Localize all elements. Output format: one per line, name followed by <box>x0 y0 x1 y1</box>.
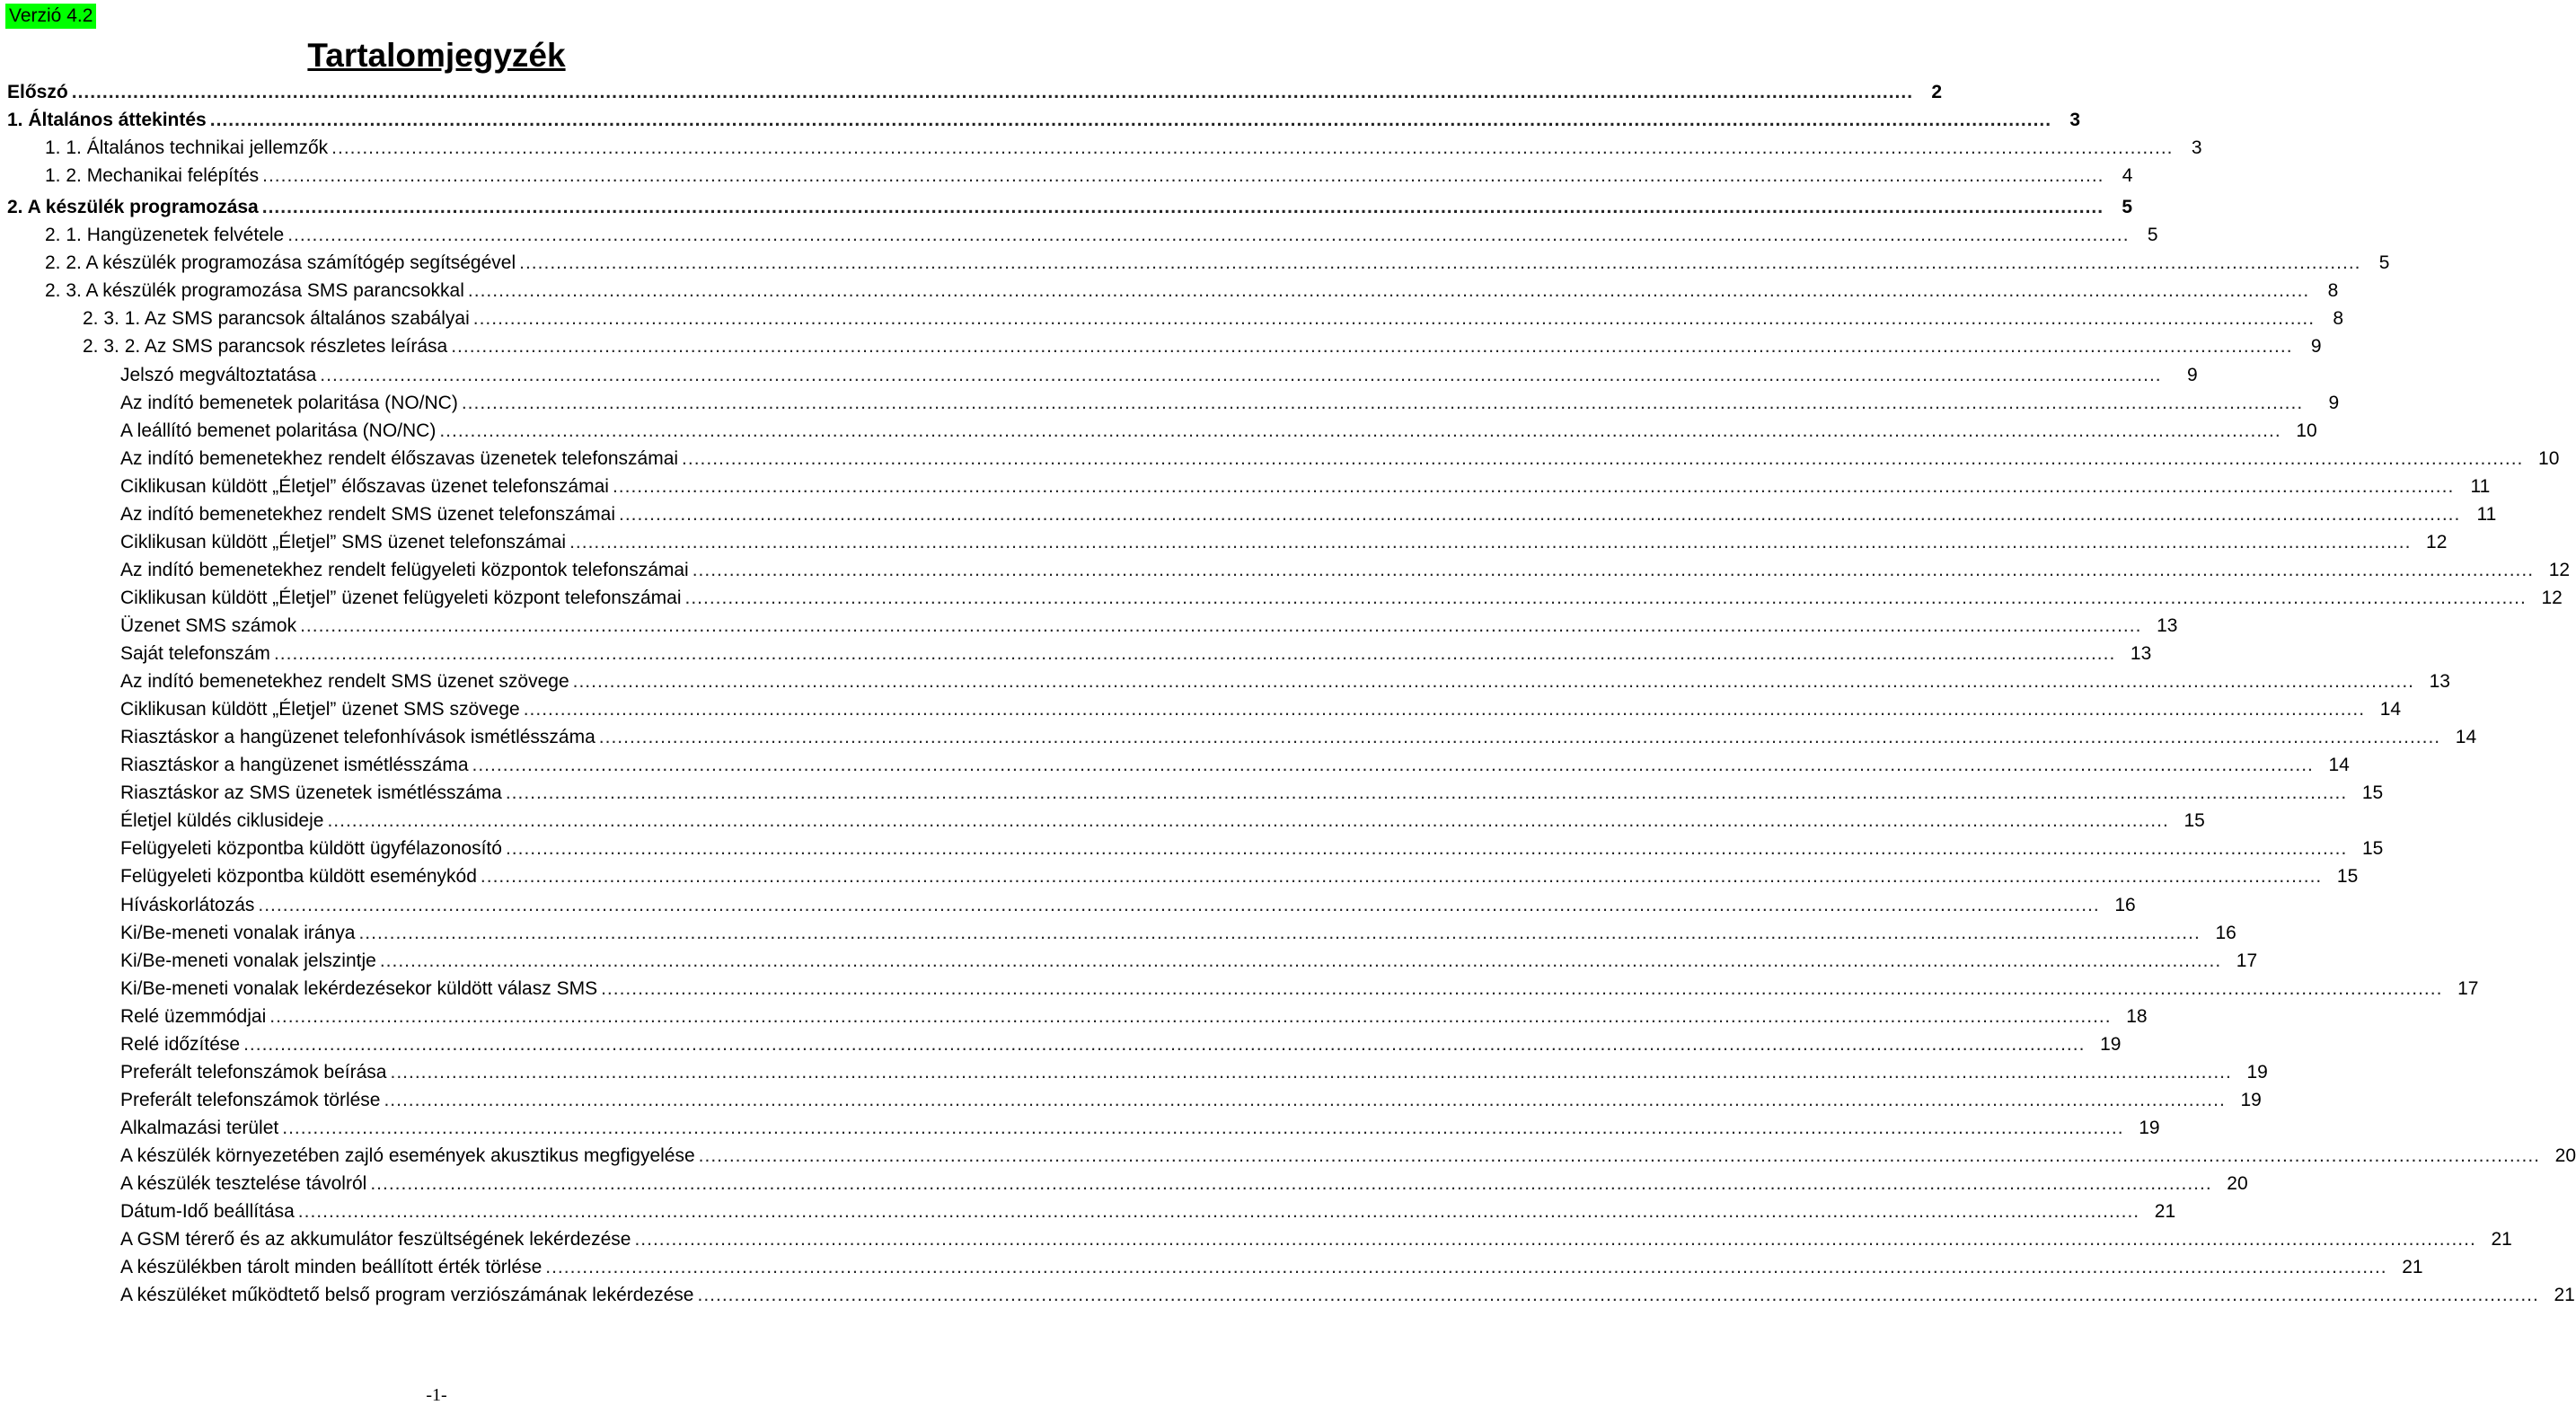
toc-entry-title: 1. 2. Mechanikai felépítés <box>45 165 260 187</box>
toc-entry-title: Ciklikusan küldött „Életjel” üzenet SMS szövege <box>120 699 520 720</box>
page-title: Tartalomjegyzék <box>307 37 566 74</box>
toc-entry-page: 12 <box>2548 559 2571 580</box>
toc-entry[interactable] <box>45 162 2133 190</box>
toc-entry-title: Relé üzemmódjai <box>120 1005 267 1027</box>
toc-entry[interactable] <box>120 1114 2160 1142</box>
toc-entry-title: Relé időzítése <box>120 1033 241 1055</box>
toc-entry[interactable] <box>120 723 2477 751</box>
toc-entry-page: 14 <box>2455 727 2477 748</box>
toc-entry[interactable] <box>120 667 2450 695</box>
toc-leader-dots: ............................................................................................................................................................................................................................................................................................................ <box>358 922 2201 943</box>
toc-leader-dots: ............................................................................................................................................................................................................................................................................................................ <box>682 447 2524 469</box>
toc-entry-page: 21 <box>2554 1285 2575 1306</box>
toc-entry-page: 11 <box>2476 503 2497 525</box>
toc-entry-title: Ki/Be-meneti vonalak lekérdezésekor küldött válasz SMS <box>120 977 598 999</box>
toc-entry-page: 14 <box>2379 699 2402 720</box>
toc-leader-dots: ............................................................................................................................................................................................................................................................................................................ <box>320 364 2162 385</box>
toc-entry-page: 19 <box>2100 1033 2122 1055</box>
toc-entry[interactable] <box>7 277 2339 305</box>
toc-entry-title: Előszó <box>7 82 68 102</box>
toc-entry-title: Saját telefonszám <box>120 643 270 664</box>
toc-entry-page: 17 <box>2457 977 2479 999</box>
toc-entry-title: Az indító bemenetek polaritása (NO/NC) <box>120 392 458 413</box>
toc-entry-title: Ciklikusan küldött „Életjel” élőszavas üzenet telefonszámai <box>120 475 609 497</box>
toc-leader-dots: ............................................................................................................................................................................................................................................................................................................ <box>243 1033 2086 1055</box>
toc-entry[interactable] <box>7 249 2390 277</box>
toc-entry-title: A leállító bemenet polaritása (NO/NC) <box>120 420 437 441</box>
toc-entry-page: 5 <box>2147 225 2158 246</box>
toc-entry-page: 5 <box>2122 197 2133 218</box>
toc-leader-dots: ............................................................................................................................................................................................................................................................................................................ <box>287 225 2130 246</box>
toc-entry-title: A készülékben tárolt minden beállított érték törlése <box>120 1257 543 1278</box>
toc-leader-dots: ............................................................................................................................................................................................................................................................................................................ <box>684 587 2527 608</box>
toc-entry-title: Dátum-Idő beállítása <box>120 1201 295 1222</box>
toc-entry[interactable] <box>120 1170 2248 1197</box>
toc-entry-title: 2. 3. 2. Az SMS parancsok részletes leírása <box>83 336 448 358</box>
toc-entry-page: 19 <box>2246 1061 2268 1083</box>
toc-entry[interactable] <box>120 891 2136 919</box>
toc-leader-dots: ............................................................................................................................................................................................................................................................................................................ <box>327 810 2169 832</box>
toc-leader-dots: ............................................................................................................................................................................................................................................................................................................ <box>523 699 2366 720</box>
toc-entry[interactable] <box>45 134 2202 162</box>
toc-entry-title: 2. 3. A készülék programozása SMS parancsokkal <box>45 280 464 302</box>
toc-entry[interactable] <box>83 305 2344 332</box>
toc-leader-dots: ............................................................................................................................................................................................................................................................................................................ <box>569 531 2412 552</box>
toc-entry[interactable] <box>120 1225 2512 1253</box>
toc-entry[interactable] <box>83 332 2322 360</box>
toc-leader-dots: ............................................................................................................................................................................................................................................................................................................ <box>269 1005 2112 1027</box>
version-label: Verzió 4.2 <box>5 4 96 29</box>
toc-entry-page: 8 <box>2327 280 2339 302</box>
toc-leader-dots: ............................................................................................................................................................................................................................................................................................................ <box>612 475 2455 497</box>
toc-entry-title: Az indító bemenetekhez rendelt élőszavas üzenetek telefonszámai <box>120 447 679 469</box>
toc-leader-dots: ............................................................................................................................................................................................................................................................................................................ <box>697 1285 2539 1306</box>
toc-leader-dots: ............................................................................................................................................................................................................................................................................................................ <box>467 280 2310 302</box>
toc-entry-page: 21 <box>2154 1201 2176 1222</box>
toc-entry-page: 13 <box>2130 643 2152 664</box>
toc-entry[interactable] <box>120 1086 2262 1114</box>
toc-entry[interactable] <box>120 751 2350 779</box>
toc-leader-dots: ............................................................................................................................................................................................................................................................................................................ <box>282 1117 2124 1138</box>
toc-entry[interactable] <box>120 528 2448 556</box>
toc-entry[interactable] <box>120 584 2563 612</box>
toc-entry[interactable] <box>120 1142 2576 1170</box>
toc-entry-title: 2. A készülék programozása <box>7 197 259 218</box>
toc-entry-title: Preferált telefonszámok törlése <box>120 1089 381 1110</box>
toc-entry-page: 21 <box>2491 1229 2512 1250</box>
toc-entry-title: Jelszó megváltoztatása <box>120 364 317 385</box>
toc-leader-dots: ............................................................................................................................................................................................................................................................................................................ <box>209 110 2052 131</box>
toc-leader-dots: ............................................................................................................................................................................................................................................................................................................ <box>370 1173 2212 1194</box>
toc-entry[interactable] <box>120 556 2571 584</box>
toc-leader-dots: ............................................................................................................................................................................................................................................................................................................ <box>698 1144 2541 1166</box>
toc-entry-title: Híváskorlátozás <box>120 894 255 915</box>
toc-entry-page: 14 <box>2328 755 2350 776</box>
toc-entry[interactable] <box>7 106 2081 134</box>
toc-entry[interactable] <box>120 862 2359 890</box>
toc-entry-title: Riasztáskor a hangüzenet ismétlésszáma <box>120 755 469 776</box>
toc-leader-dots: ............................................................................................................................................................................................................................................................................................................ <box>261 197 2104 218</box>
toc-entry-title: A készüléket működtető belső program verziószámának lekérdezése <box>120 1285 694 1306</box>
toc-entry-title: Riasztáskor a hangüzenet telefonhívások ismétlésszáma <box>120 727 595 748</box>
toc-leader-dots: ............................................................................................................................................................................................................................................................................................................ <box>390 1061 2232 1083</box>
toc-leader-dots: ............................................................................................................................................................................................................................................................................................................ <box>297 1201 2140 1222</box>
toc-entry-title: Felügyeleti központba küldött ügyfélazonosító <box>120 838 502 860</box>
toc-leader-dots: ............................................................................................................................................................................................................................................................................................................ <box>384 1089 2226 1110</box>
toc-entry[interactable] <box>120 807 2205 835</box>
toc-leader-dots: ............................................................................................................................................................................................................................................................................................................ <box>71 82 1914 102</box>
toc-entry-page: 16 <box>2215 922 2236 943</box>
toc-entry-page: 20 <box>2554 1144 2576 1166</box>
toc-entry[interactable] <box>120 1030 2122 1058</box>
toc-entry-page: 10 <box>2296 420 2317 441</box>
toc-leader-dots: ............................................................................................................................................................................................................................................................................................................ <box>519 252 2361 274</box>
toc-entry[interactable] <box>120 473 2491 500</box>
toc-leader-dots: ............................................................................................................................................................................................................................................................................................................ <box>545 1257 2387 1278</box>
toc-entry[interactable] <box>120 1003 2148 1030</box>
toc-entry-page: 13 <box>2429 671 2450 693</box>
toc-entry-title: A GSM térerő és az akkumulátor feszültségének lekérdezése <box>120 1229 631 1250</box>
toc-entry[interactable] <box>120 1197 2176 1225</box>
toc-entry-page: 13 <box>2157 615 2178 636</box>
toc-entry[interactable] <box>7 221 2158 249</box>
toc-leader-dots: ............................................................................................................................................................................................................................................................................................................ <box>601 977 2443 999</box>
toc-entry-page: 15 <box>2336 866 2359 888</box>
toc-entry-page: 18 <box>2126 1005 2148 1027</box>
toc-entry-title: A készülék környezetében zajló események akusztikus megfigyelése <box>120 1144 695 1166</box>
toc-leader-dots: ............................................................................................................................................................................................................................................................................................................ <box>258 894 2100 915</box>
toc-leader-dots: ............................................................................................................................................................................................................................................................................................................ <box>692 559 2535 580</box>
toc-leader-dots: ............................................................................................................................................................................................................................................................................................................ <box>505 782 2348 804</box>
toc-entry[interactable] <box>120 1253 2423 1281</box>
toc-leader-dots: ............................................................................................................................................................................................................................................................................................................ <box>472 755 2314 776</box>
toc-leader-dots: ............................................................................................................................................................................................................................................................................................................ <box>451 336 2293 358</box>
toc-entry-page: 16 <box>2114 894 2136 915</box>
toc-entry[interactable] <box>120 779 2384 807</box>
toc-entry-page: 19 <box>2240 1089 2262 1110</box>
toc-entry-title: Az indító bemenetekhez rendelt SMS üzenet telefonszámai <box>120 503 615 525</box>
toc-entry-page: 15 <box>2361 782 2384 804</box>
toc-entry[interactable] <box>120 417 2317 445</box>
toc-leader-dots: ............................................................................................................................................................................................................................................................................................................ <box>472 308 2316 330</box>
toc-entry-title: 2. 3. 1. Az SMS parancsok általános szabályai <box>83 308 470 330</box>
toc-entry-page: 21 <box>2402 1257 2423 1278</box>
toc-entry-title: Felügyeleti központba küldött eseménykód <box>120 866 477 888</box>
toc-entry-page: 4 <box>2122 165 2133 187</box>
toc-entry[interactable] <box>120 612 2178 640</box>
toc-entry[interactable] <box>120 500 2497 528</box>
toc-entry[interactable] <box>7 78 1943 106</box>
toc-entry-page: 2 <box>1931 82 1943 102</box>
toc-entry-page: 12 <box>2426 531 2448 552</box>
toc-entry[interactable] <box>120 640 2152 667</box>
toc-entry[interactable] <box>120 445 2560 473</box>
toc-entry-page: 3 <box>2191 137 2202 159</box>
toc-entry-page: 19 <box>2139 1117 2160 1138</box>
toc-entry-page: 12 <box>2541 587 2563 608</box>
toc-entry-page: 3 <box>2069 110 2081 131</box>
toc-entry-title: Ciklikusan küldött „Életjel” üzenet felügyeleti központ telefonszámai <box>120 587 682 608</box>
toc-entry-title: 2. 1. Hangüzenetek felvétele <box>45 225 285 246</box>
toc-entry[interactable] <box>120 389 2340 417</box>
page-number: -1- <box>426 1385 447 1405</box>
toc-entry-title: Ki/Be-meneti vonalak jelszintje <box>120 950 376 971</box>
toc-leader-dots: ............................................................................................................................................................................................................................................................................................................ <box>598 727 2441 748</box>
toc-entry[interactable] <box>120 975 2479 1003</box>
toc-entry[interactable] <box>120 1058 2268 1086</box>
toc-entry-page: 8 <box>2333 308 2344 330</box>
toc-leader-dots: ............................................................................................................................................................................................................................................................................................................ <box>572 671 2414 693</box>
toc-entry-page: 15 <box>2361 838 2384 860</box>
toc-entry-page: 11 <box>2470 475 2491 497</box>
toc-entry-page: 17 <box>2236 950 2258 971</box>
toc-entry[interactable] <box>120 1281 2575 1309</box>
toc-entry-title: 2. 2. A készülék programozása számítógép segítségével <box>45 252 516 274</box>
toc-entry-title: Preferált telefonszámok beírása <box>120 1061 387 1083</box>
toc-leader-dots: ............................................................................................................................................................................................................................................................................................................ <box>461 392 2304 413</box>
toc-entry[interactable] <box>120 919 2236 947</box>
toc-leader-dots: ............................................................................................................................................................................................................................................................................................................ <box>273 643 2116 664</box>
toc-entry[interactable] <box>120 835 2384 862</box>
toc-entry-page: 20 <box>2227 1173 2248 1194</box>
toc-leader-dots: ............................................................................................................................................................................................................................................................................................................ <box>618 503 2461 525</box>
toc-entry[interactable] <box>120 947 2258 975</box>
toc-entry-title: Életjel küldés ciklusideje <box>120 810 324 832</box>
toc-leader-dots: ............................................................................................................................................................................................................................................................................................................ <box>379 950 2222 971</box>
toc-entry-title: Üzenet SMS számok <box>120 615 297 636</box>
toc-entry[interactable] <box>7 193 2133 221</box>
toc-entry-title: Ki/Be-meneti vonalak iránya <box>120 922 356 943</box>
toc-leader-dots: ............................................................................................................................................................................................................................................................................................................ <box>634 1229 2476 1250</box>
toc-entry-title: 1. Általános áttekintés <box>7 110 207 131</box>
toc-leader-dots: ............................................................................................................................................................................................................................................................................................................ <box>331 137 2174 159</box>
toc-entry-title: 1. 1. Általános technikai jellemzők <box>45 137 329 159</box>
toc-entry-title: Alkalmazási terület <box>120 1117 279 1138</box>
toc-entry-page: 9 <box>2328 392 2340 413</box>
toc-leader-dots: ............................................................................................................................................................................................................................................................................................................ <box>505 838 2348 860</box>
toc-leader-dots: ............................................................................................................................................................................................................................................................................................................ <box>262 165 2104 187</box>
toc-entry-title: Riasztáskor az SMS üzenetek ismétlésszáma <box>120 782 502 804</box>
toc-entry-title: Az indító bemenetekhez rendelt felügyeleti központok telefonszámai <box>120 559 689 580</box>
toc-leader-dots: ............................................................................................................................................................................................................................................................................................................ <box>439 420 2281 441</box>
toc-entry-title: Az indító bemenetekhez rendelt SMS üzenet szövege <box>120 671 569 693</box>
toc-entry-page: 15 <box>2183 810 2205 832</box>
toc-entry-page: 5 <box>2378 252 2390 274</box>
toc-entry[interactable] <box>120 695 2402 723</box>
toc-leader-dots: ............................................................................................................................................................................................................................................................................................................ <box>300 615 2142 636</box>
toc-entry-title: Ciklikusan küldött „Életjel” SMS üzenet telefonszámai <box>120 531 567 552</box>
toc-leader-dots: ............................................................................................................................................................................................................................................................................................................ <box>480 866 2323 888</box>
toc-entry[interactable] <box>120 361 2198 389</box>
toc-entry-page: 9 <box>2310 336 2322 358</box>
toc-entry-page: 10 <box>2538 447 2560 469</box>
toc-entry-title: A készülék tesztelése távolról <box>120 1173 367 1194</box>
toc-entry-page: 9 <box>2186 364 2198 385</box>
